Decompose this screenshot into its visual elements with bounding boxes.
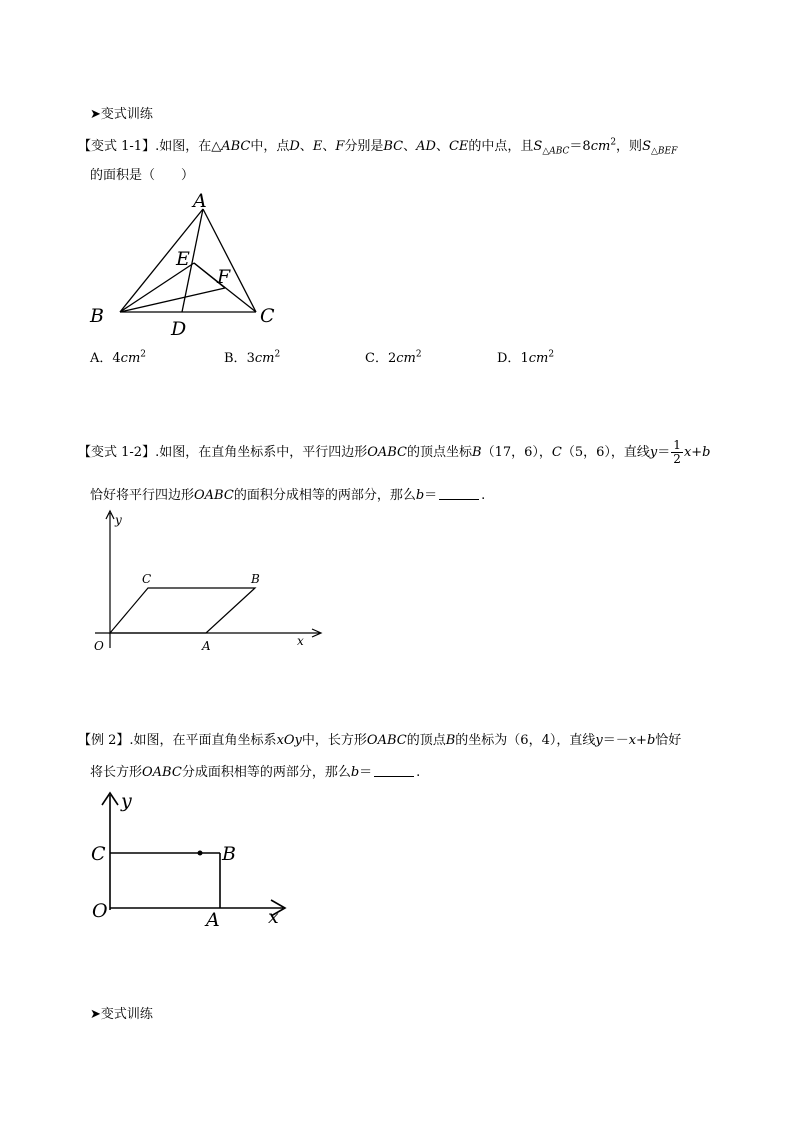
q1-var: AD — [416, 139, 436, 154]
q3-text: 的顶点 — [406, 733, 446, 748]
q1-sub: △BEF — [650, 146, 678, 157]
parallelogram-oabc — [110, 588, 255, 633]
q3-var: y — [595, 733, 603, 748]
q1-text: 中，点 — [250, 139, 290, 154]
q1-text: 分别是 — [344, 139, 384, 154]
q3-line-1 — [78, 729, 681, 748]
option-unit: cm — [254, 351, 275, 366]
label-a: A — [193, 190, 207, 212]
section-heading-2 — [90, 1003, 153, 1022]
q2-var: x+b — [683, 445, 711, 460]
arrow-icon: ➤ — [90, 1007, 101, 1022]
q1-var: CE — [448, 139, 469, 154]
q1-var: D — [289, 139, 300, 154]
q2-text: 的顶点坐标 — [407, 445, 473, 460]
q1-text: ，则 — [616, 139, 643, 154]
q2-var: B — [472, 445, 482, 460]
q2-line-2 — [90, 484, 485, 503]
q1-var: ABC — [221, 139, 251, 154]
label-y: y — [121, 790, 132, 812]
option-value: 1 — [520, 351, 529, 366]
q2-text: ＝ — [424, 488, 438, 503]
q2-var: OABC — [367, 445, 408, 460]
q1-option-a[interactable] — [90, 347, 146, 366]
q1-text: 、 — [322, 139, 336, 154]
q3-label: 【例 2】. — [78, 733, 134, 748]
q1-text: 、 — [403, 139, 417, 154]
q3-rectangle-figure — [85, 788, 305, 933]
option-letter: C． — [365, 351, 388, 366]
q1-text: 如图，在△ — [159, 139, 222, 154]
q2-var: OABC — [194, 488, 234, 503]
q2-text: （5，6），直线 — [561, 445, 650, 460]
option-letter: B． — [224, 351, 247, 366]
q2-var: C — [551, 445, 562, 460]
q3-text: ＝ — [359, 765, 373, 780]
answer-blank[interactable] — [374, 764, 414, 777]
option-unit: cm — [396, 351, 416, 366]
point-dot — [198, 851, 203, 856]
label-e: E — [176, 248, 190, 270]
q2-text: . — [481, 488, 486, 503]
option-letter: D． — [497, 351, 521, 366]
q3-var: x+b — [628, 733, 656, 748]
q1-option-b[interactable] — [224, 347, 280, 366]
label-b: B — [251, 572, 260, 586]
q3-var: OABC — [366, 733, 407, 748]
label-x: x — [268, 906, 279, 928]
label-o: O — [92, 900, 108, 922]
fraction-numerator: 1 — [673, 438, 681, 452]
q3-line-2 — [90, 761, 420, 780]
option-unit: cm — [120, 351, 141, 366]
section-title: 变式训练 — [100, 107, 153, 122]
q3-var: b — [350, 765, 360, 780]
section-title: 变式训练 — [100, 1007, 153, 1022]
q3-text: 的坐标为（6，4），直线 — [455, 733, 596, 748]
q1-text: 、 — [435, 139, 449, 154]
q1-var: BC — [383, 139, 404, 154]
label-x: x — [297, 634, 304, 648]
label-y: y — [115, 513, 122, 527]
q3-text: 分成面积相等的两部分，那么 — [181, 765, 351, 780]
q2-label: 【变式 1-2】. — [78, 445, 160, 460]
q1-text: ＝8 — [569, 139, 591, 154]
edge-ac — [203, 209, 256, 312]
q1-text: 、 — [299, 139, 313, 154]
q3-text: . — [416, 765, 421, 780]
q3-var: B — [445, 733, 456, 748]
option-sup: 2 — [415, 349, 422, 360]
q2-var: b — [415, 488, 425, 503]
fraction-half — [671, 439, 683, 466]
q2-text: （17，6）， — [481, 445, 552, 460]
q3-text: 将长方形 — [90, 765, 143, 780]
q2-text: ＝ — [657, 445, 671, 460]
q3-text: 如图，在平面直角坐标系 — [133, 733, 277, 748]
label-b: B — [222, 843, 236, 865]
q3-text: 恰好 — [655, 733, 682, 748]
label-c: C — [142, 572, 152, 586]
label-d: D — [171, 318, 187, 338]
option-value: 4 — [112, 351, 121, 366]
q1-option-c[interactable] — [365, 347, 422, 366]
q1-line-1 — [78, 135, 677, 157]
q1-option-d[interactable] — [497, 347, 554, 366]
q1-triangle-figure — [80, 188, 290, 338]
q2-text: 恰好将平行四边形 — [90, 488, 195, 503]
q1-var: F — [335, 139, 345, 154]
label-a: A — [202, 639, 211, 653]
label-o: O — [94, 639, 104, 653]
option-value: 2 — [387, 351, 397, 366]
q2-parallelogram-figure — [85, 505, 335, 655]
q2-text: 的面积分成相等的两部分，那么 — [233, 488, 416, 503]
q1-var: cm — [590, 139, 611, 154]
option-sup: 2 — [548, 349, 555, 360]
q3-var: xOy — [276, 733, 302, 748]
answer-blank[interactable] — [439, 487, 479, 500]
q1-var: S — [533, 139, 543, 154]
option-unit: cm — [528, 351, 549, 366]
q3-text: ＝－ — [602, 733, 629, 748]
q1-line-2: 的面积是（ ） — [90, 168, 195, 183]
option-letter: A． — [90, 351, 113, 366]
label-c: C — [260, 305, 275, 327]
q1-label: 【变式 1-1】. — [78, 139, 160, 154]
option-value: 3 — [246, 351, 255, 366]
q3-var: OABC — [142, 765, 182, 780]
label-f: F — [217, 266, 231, 288]
q2-text: 如图，在直角坐标系中，平行四边形 — [159, 445, 368, 460]
label-c: C — [91, 843, 106, 865]
q1-sup: 2 — [610, 137, 617, 148]
label-a: A — [206, 909, 220, 931]
edge-ab — [120, 209, 203, 312]
arrow-icon: ➤ — [90, 107, 101, 122]
q3-text: 中，长方形 — [301, 733, 367, 748]
q1-var: S — [642, 139, 651, 154]
q2-var: y — [649, 445, 658, 460]
label-b: B — [90, 305, 104, 327]
q2-line-1 — [78, 438, 710, 468]
fraction-denominator: 2 — [673, 452, 681, 466]
option-sup: 2 — [140, 349, 147, 360]
q1-text: 的中点，且 — [468, 139, 534, 154]
option-sup: 2 — [274, 349, 281, 360]
q1-var: E — [312, 139, 323, 154]
q1-sub: △ABC — [542, 146, 570, 157]
section-heading-1 — [90, 103, 153, 122]
